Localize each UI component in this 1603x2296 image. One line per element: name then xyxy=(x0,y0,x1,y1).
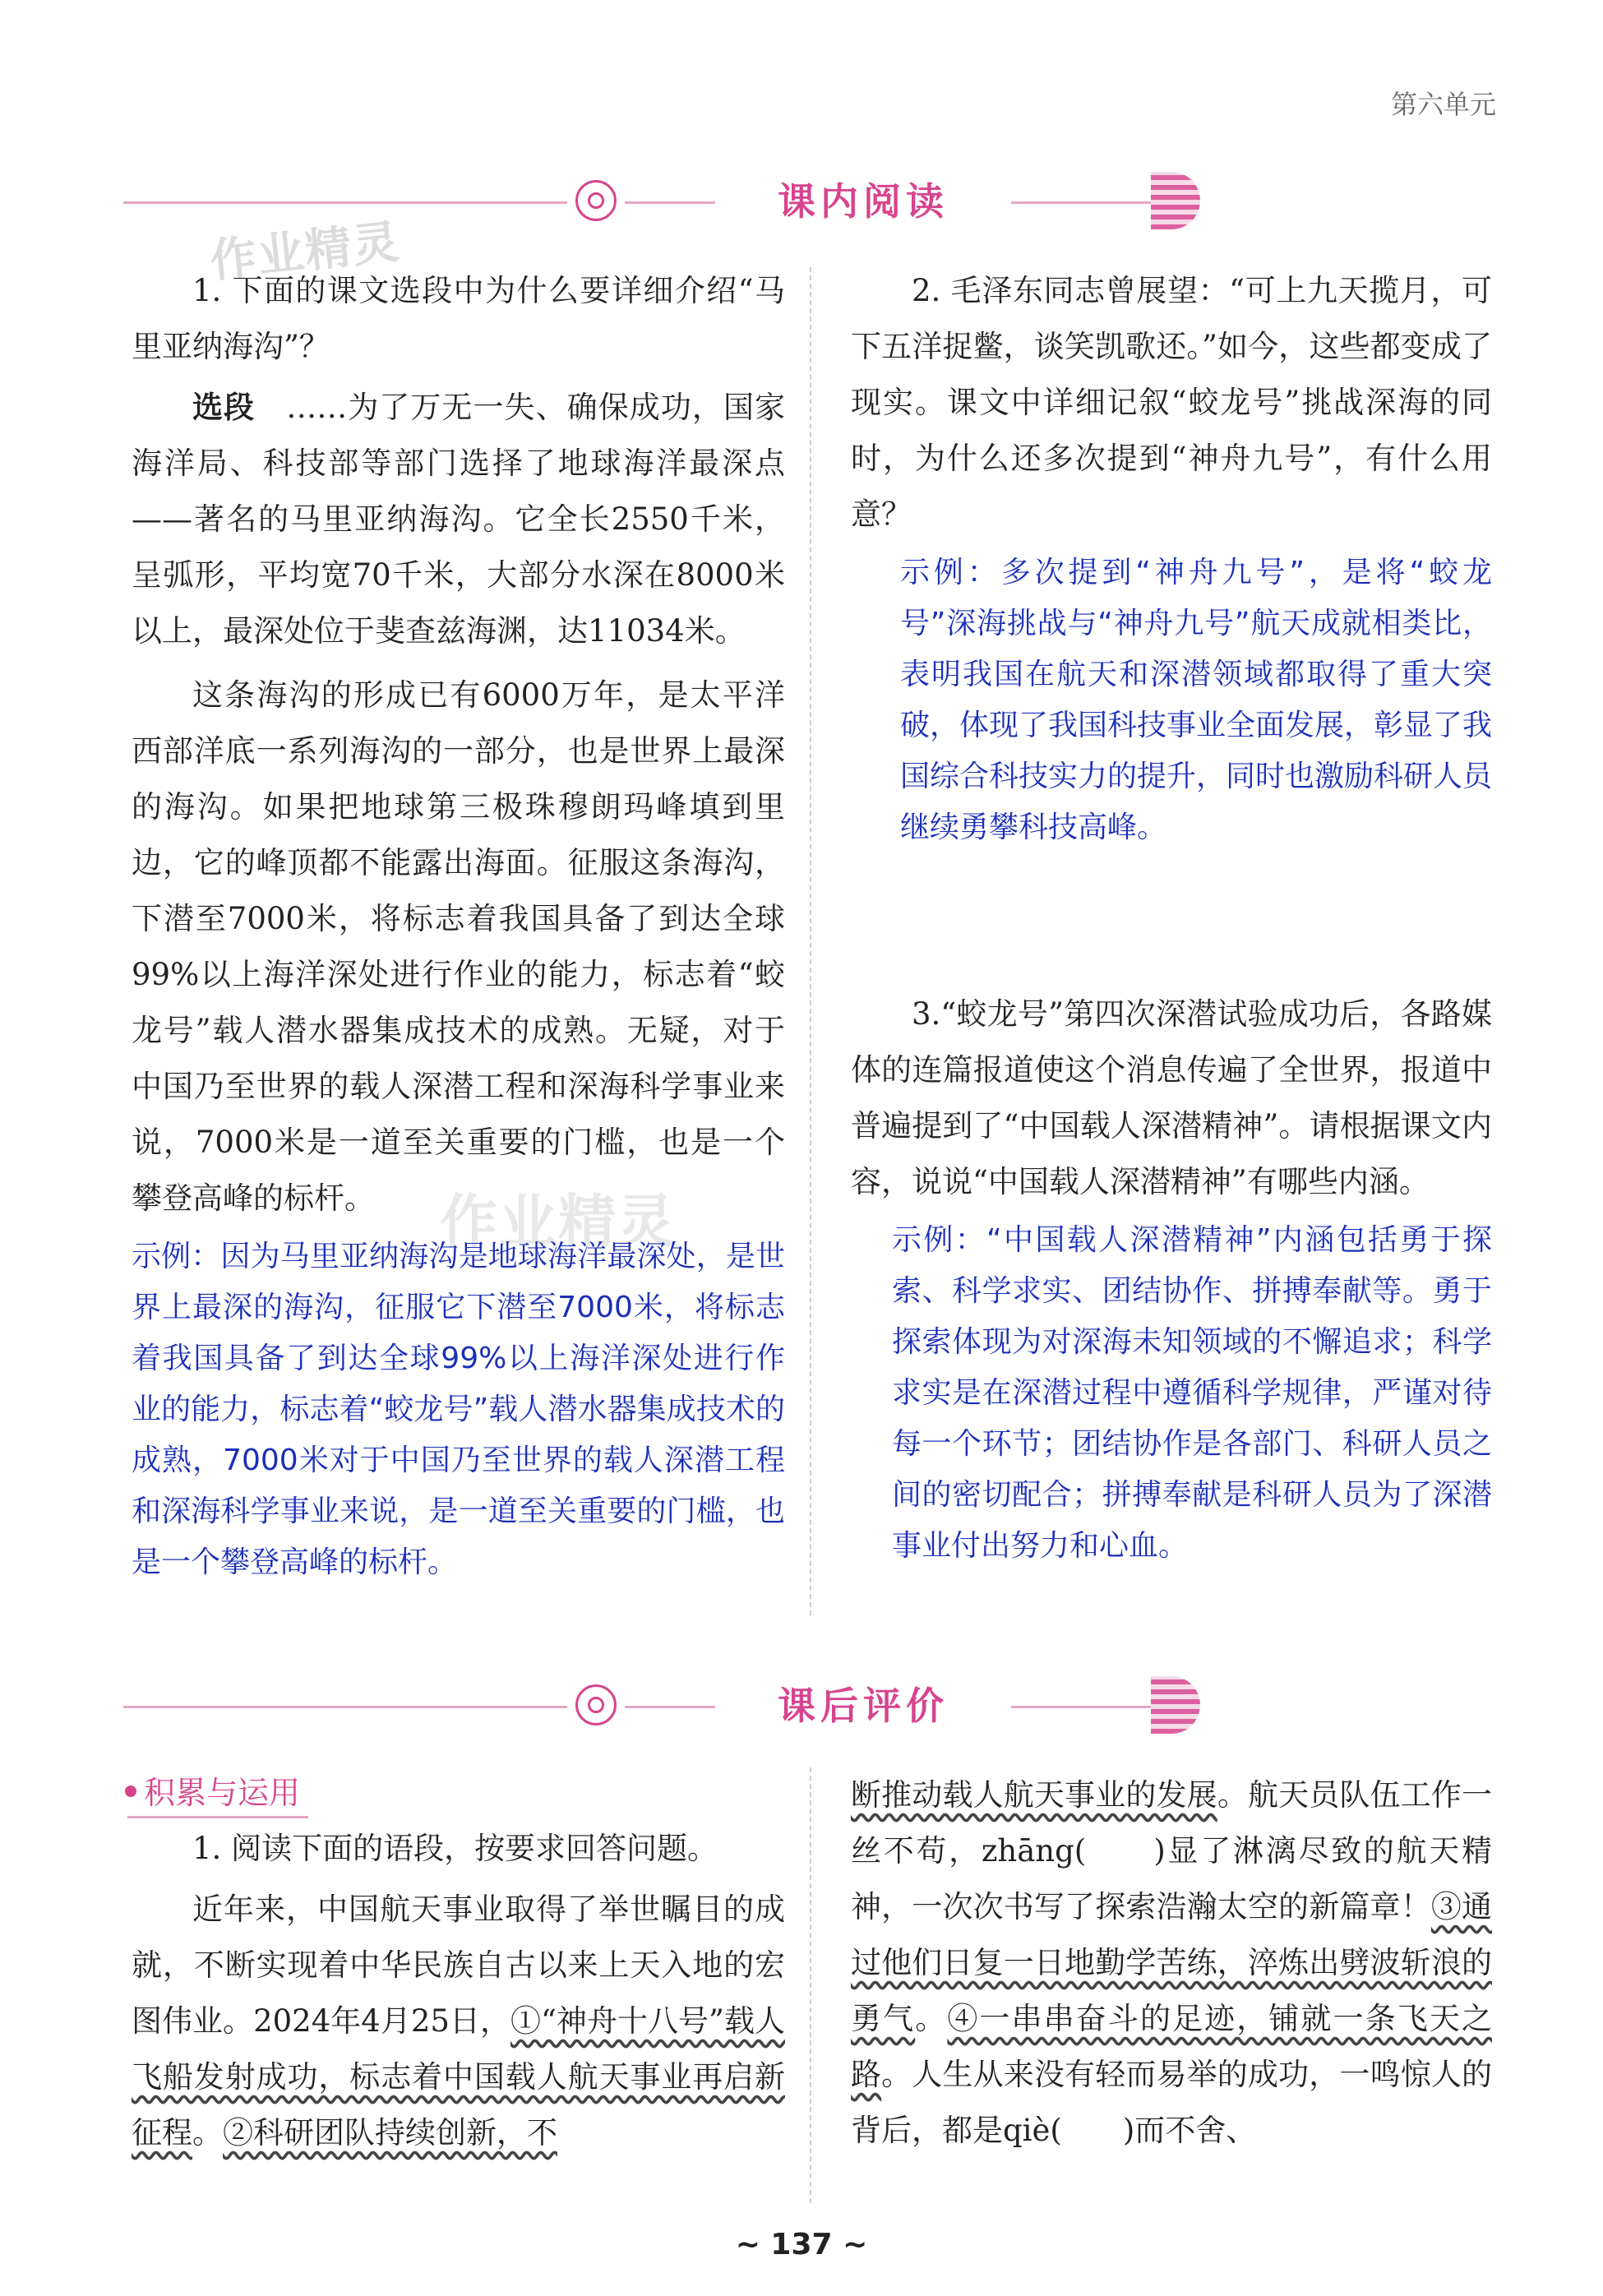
question-3-block xyxy=(851,986,1492,1572)
answer-3: 示例：“中国载人深潜精神”内涵包括勇于探索、科学求实、团结协作、拼搏奉献等。勇于探索体现为对深海未知领域的不懈追求；科学求实是在深潜过程中遵循科学规律，严谨对待每一个环节；团结协作是各部门、科研人员之间的密切配合；拼搏奉献是科研人员为了深潜事业付出努力和心血。 xyxy=(892,1223,1492,1563)
page-number: ~ 137 ~ xyxy=(735,2228,868,2261)
question-2: 2. 毛泽东同志曾展望：“可上九天揽月，可下五洋捉鳖，谈笑凯歌还。”如今，这些都变成了现实。课文中详细记叙“蛟龙号”挑战深海的同时，为什么还多次提到“神舟九号”，有什么用意？ xyxy=(851,273,1492,532)
section-title: 课内阅读 xyxy=(778,179,949,224)
fan-icon xyxy=(1151,1676,1200,1734)
excerpt-paragraph-2: 这条海沟的形成已有6000万年，是太平洋西部洋底一系列海沟的一部分，也是世界上最深的海沟。如果把地球第三极珠穆朗玛峰填到里边，它的峰顶都不能露出海面。征服这条海沟，下潜至7000米，将标志着我国具备了到达全球99%以上海洋深处进行作业的能力，标志着“蛟龙号”载人潜水器集成技术的成熟。无疑，对于中国乃至世界的载人深潜工程和深海科学事业来说，7000米是一道至关重要的门槛，也是一个攀登高峰的标杆。 xyxy=(132,677,785,1216)
sentence-1: ①“神舟十八号”载人飞船发射成功，标志着中国载人航天事业再启新征程 xyxy=(132,2003,785,2150)
excerpt-paragraph-1 xyxy=(132,380,785,659)
section-title: 课后评价 xyxy=(778,1684,949,1728)
passage-text: 。人生从来没有轻而易举的成功，一鸣惊人的背后，都是qiè( )而不舍、 xyxy=(851,2057,1493,2148)
answer-2: 示例：多次提到“神舟九号”，是将“蛟龙号”深海挑战与“神舟九号”航天成就相类比，表明我国在航天和深潜领域都取得了重大突破，体现了我国科技事业全面发展，彰显了我国综合科技实力的提升，同时也激励科研人员继续勇攀科技高峰。 xyxy=(900,556,1493,844)
question-2-block xyxy=(851,263,1492,853)
column-divider xyxy=(810,1767,811,2203)
accumulate-question-1: 1. 阅读下面的语段，按要求回答问题。 xyxy=(192,1831,718,1866)
section-banner-after-class xyxy=(123,1673,1480,1739)
question-1: 1. 下面的课文选段中为什么要详细介绍“马里亚纳海沟”？ xyxy=(132,273,785,364)
passage-text: 近年来，中国航天事业取得了举世瞩目的成就，不断实现着中华民族自古以来上天入地的宏图伟业。2024年4月25日， xyxy=(132,1892,785,2039)
question-3: 3.“蛟龙号”第四次深潜试验成功后，各路媒体的连篇报道使这个消息传遍了全世界，报道中普遍提到了“中国载人深潜精神”。请根据课文内容，说说“中国载人深潜精神”有哪些内涵。 xyxy=(851,996,1492,1199)
punct: 。 xyxy=(915,2001,948,2036)
watermark: 作业精灵 xyxy=(207,215,404,289)
passage-text: 。航天员队伍工作一丝不苟，zhāng( )显了淋漓尽致的航天精神，一次次书写了探索浩瀚太空的新篇章！ xyxy=(851,1777,1493,1924)
fan-icon xyxy=(1151,172,1200,229)
question-1-block xyxy=(132,263,785,1588)
column-divider xyxy=(810,267,811,1615)
passage-left xyxy=(132,1821,785,2161)
sentence-4: ④一串串奋斗的足迹，铺就一条飞天之路 xyxy=(851,2001,1493,2092)
answer-1: 示例：因为马里亚纳海沟是地球海洋最深处，是世界上最深的海沟，征服它下潜至7000米，将标志着我国具备了到达全球99%以上海洋深处进行作业的能力，标志着“蛟龙号”载人潜水器集成技术的成熟，7000米对于中国乃至世界的载人深潜工程和深海科学事业来说，是一道至关重要的门槛，也是一个攀登高峰的标杆。 xyxy=(132,1240,785,1579)
excerpt-text-1: ……为了万无一失、确保成功，国家海洋局、科技部等部门选择了地球海洋最深点——著名的马里亚纳海沟。它全长2550千米，呈弧形，平均宽70千米，大部分水深在8000米以上，最深处位于斐查兹海渊，达11034米。 xyxy=(132,390,786,649)
excerpt-label: 选段 xyxy=(192,390,256,425)
swirl-icon xyxy=(575,180,617,221)
watermark: 作业精灵 xyxy=(440,1188,677,1255)
accumulate-tag: 积累与运用 xyxy=(127,1767,308,1818)
sentence-2-continued: 断推动载人航天事业的发展 xyxy=(851,1777,1217,1813)
punct: 。 xyxy=(192,2115,223,2150)
passage-right xyxy=(851,1767,1492,2159)
sentence-2: ②科研团队持续创新，不 xyxy=(223,2115,557,2150)
passage-text-right xyxy=(851,1767,1492,2159)
sentence-3: ③通过他们日复一日地勤学苦练，淬炼出劈波斩浪的勇气 xyxy=(851,1889,1493,2036)
passage-text-left xyxy=(132,1882,785,2161)
swirl-icon xyxy=(575,1684,617,1725)
unit-label: 第六单元 xyxy=(1390,90,1496,119)
